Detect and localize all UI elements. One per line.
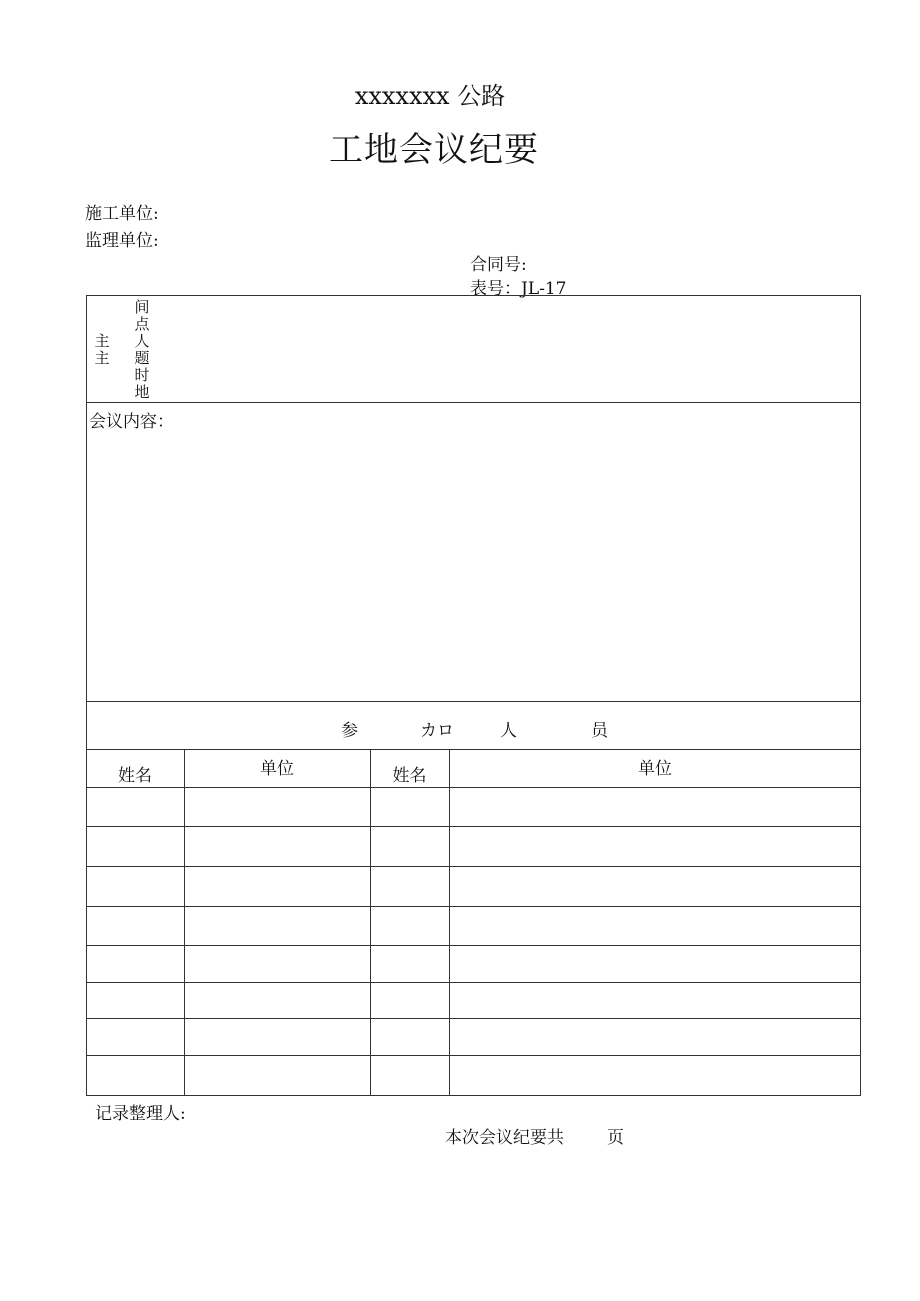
meta-left-char: 主 [94,332,110,350]
table-row-line [86,1018,861,1019]
table-row-line [86,982,861,983]
meeting-content-label: 会议内容： [89,412,174,432]
contract-no-label: 合同号: [470,255,527,275]
form-no-label: 表号：JL-17 [470,279,567,299]
divider [86,749,861,750]
meta-left-column [93,333,111,367]
attendees-title-char: 参 [341,721,358,741]
page-count-suffix: 页 [607,1128,624,1148]
meta-right-column [133,299,151,401]
page-title: 工地会议纪要 [329,130,539,170]
column-divider [184,749,185,1095]
table-row-line [86,826,861,827]
column-header-unit: 单位 [638,759,672,779]
table-row-line [86,945,861,946]
meta-left-char: 主 [94,349,110,367]
construction-unit-label: 施工单位: [85,204,159,224]
table-row-line [86,906,861,907]
table-row-line [86,866,861,867]
column-header-unit: 单位 [260,759,294,779]
meta-right-char: 地 [134,383,150,401]
column-header-name: 姓名 [392,766,427,786]
attendees-title-char: カロ [420,721,454,741]
meta-right-char: 点 [134,315,150,333]
supervision-unit-label: 监理单位: [85,231,159,251]
attendees-title-char: 员 [591,721,608,741]
page-count-prefix: 本次会议纪要共 [445,1128,564,1148]
meta-right-char: 间 [134,298,150,316]
divider [86,402,861,403]
attendees-title-char: 人 [500,721,517,741]
table-row-line [86,1055,861,1056]
meta-right-char: 人 [134,332,150,350]
column-header-name: 姓名 [118,766,152,786]
road-name: xxxxxxx 公路 [354,82,506,110]
recorder-label: 记录整理人: [95,1104,186,1124]
table-row-line [86,787,861,788]
divider [86,701,861,702]
column-divider [449,749,450,1095]
meta-right-char: 题 [134,349,150,367]
meta-right-char: 时 [134,366,150,384]
column-divider [370,749,371,1095]
meeting-content-area[interactable] [87,430,859,700]
